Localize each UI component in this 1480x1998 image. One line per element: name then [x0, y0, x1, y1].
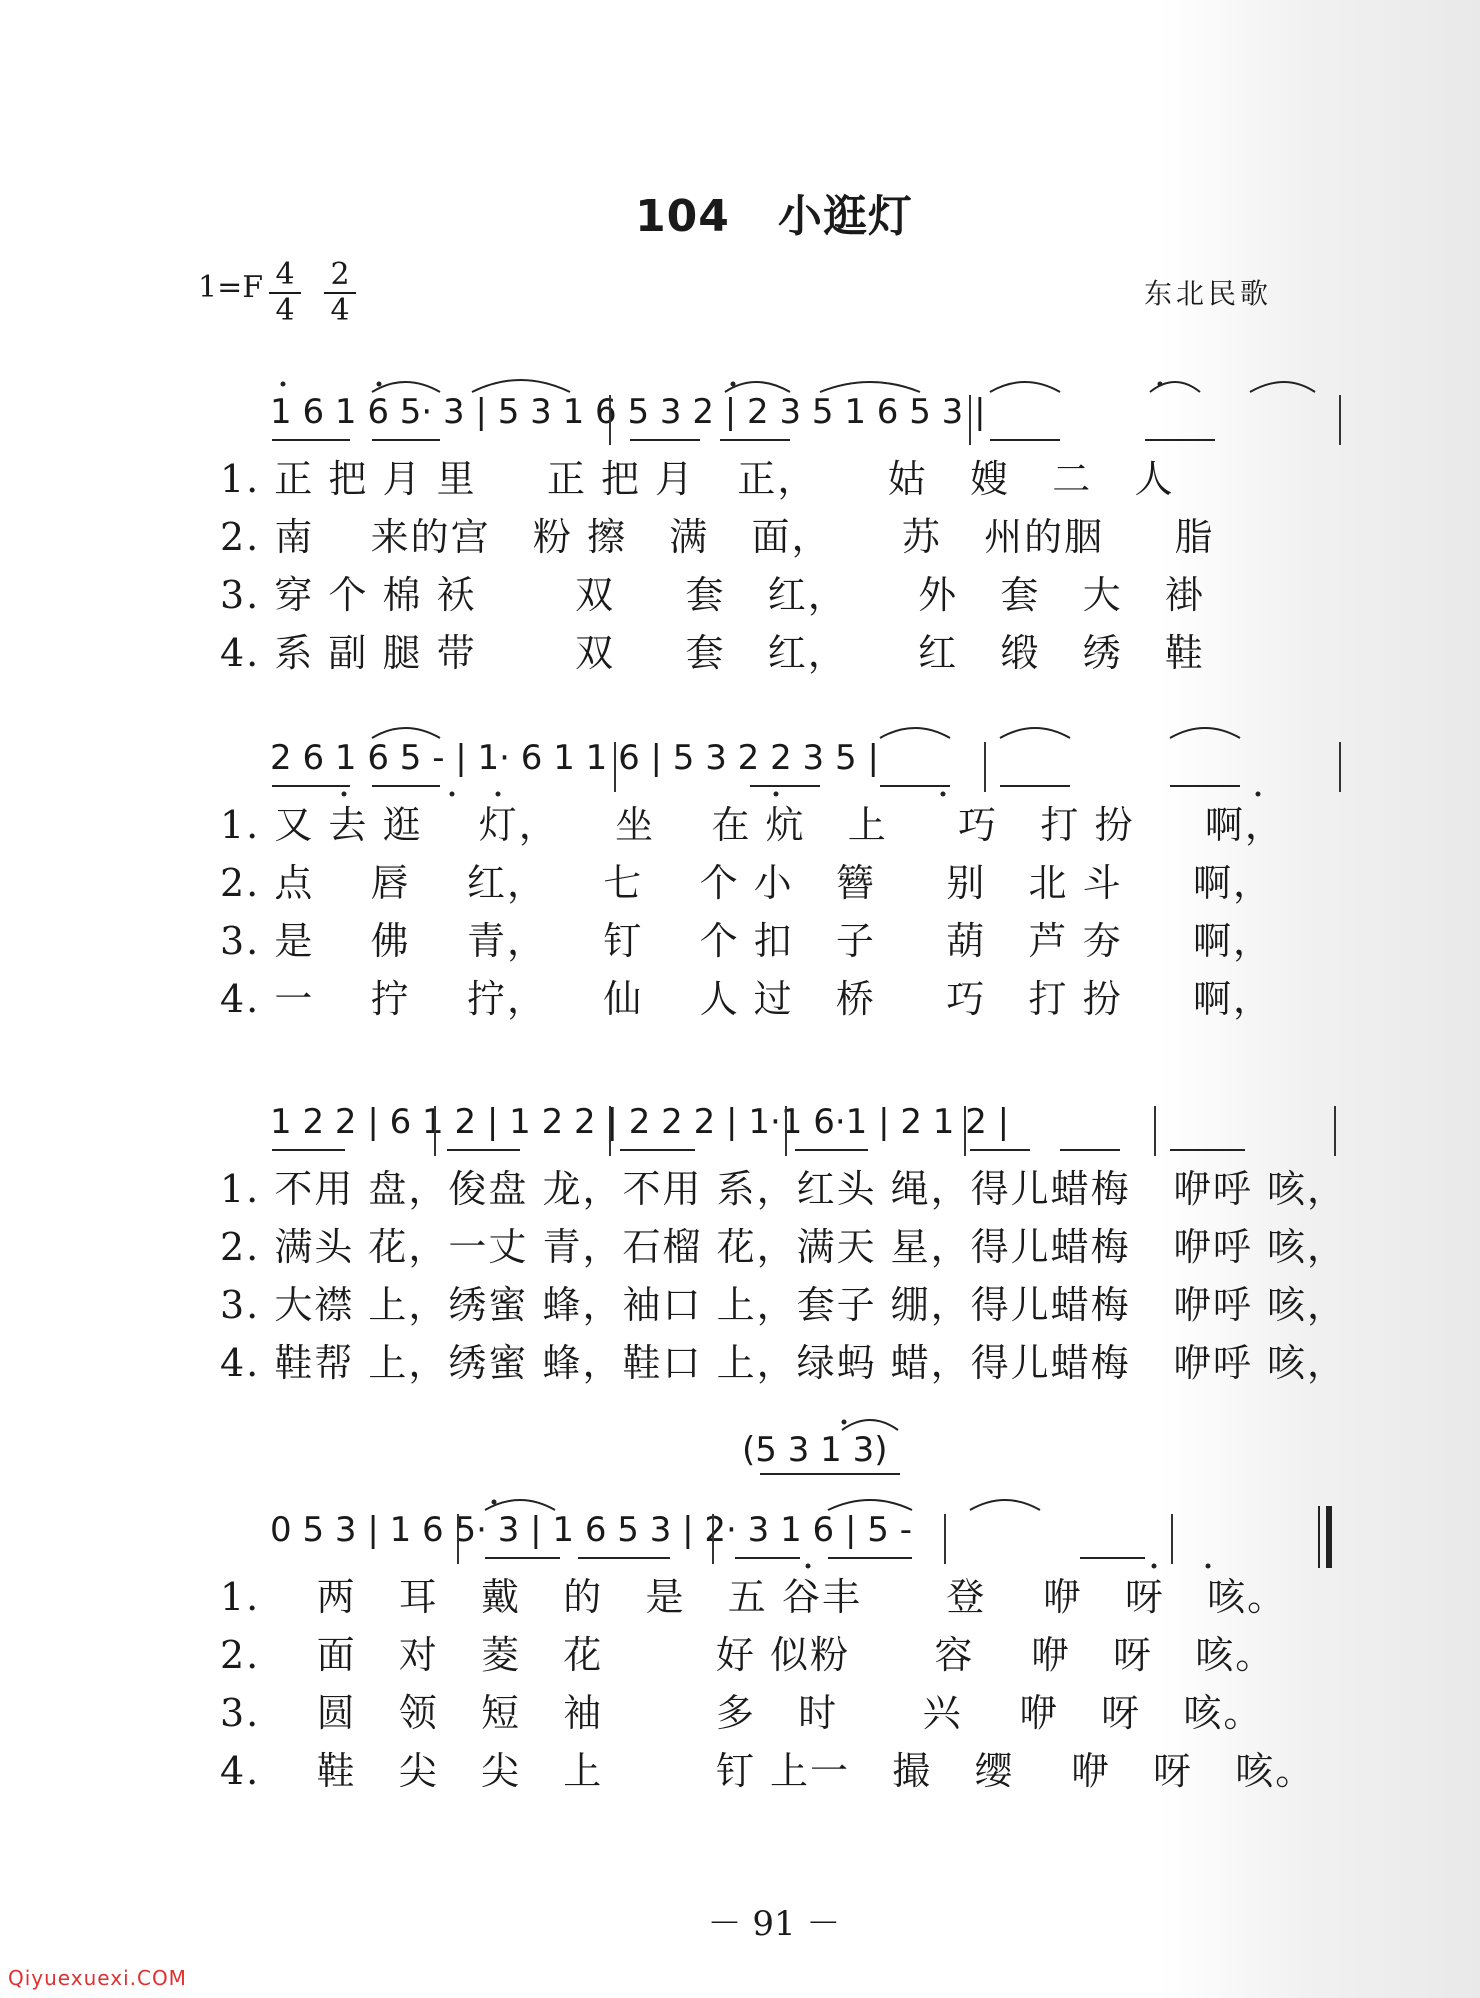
- notes-line-1: 1 6 1 6 5· 3 | 5 3 1 6 5 3 2 | 2 3 5 1 6 5 3 |: [270, 392, 986, 432]
- lyric-line-2-verse-2: 2. 点 唇 红， 七 个 小 簪 别 北 斗 啊，: [220, 861, 1274, 905]
- lyric-line-1-verse-1: 1. 正 把 月 里 正 把 月 正， 姑 嫂 二 人: [220, 457, 1175, 501]
- lyric-line-4-verse-3: 3. 圆 领 短 袖 多 时 兴 咿 呀 咳。: [220, 1691, 1264, 1735]
- lyric-line-3-verse-1: 1. 不用 盘，俊盘 龙，不用 系，红头 绳，得儿蜡梅 咿呼 咳，: [220, 1167, 1347, 1211]
- lyric-line-2-verse-3: 3. 是 佛 青， 钉 个 扣 子 葫 芦 夯 啊，: [220, 919, 1274, 963]
- lyric-line-1-verse-2: 2. 南 来的宫 粉 擦 满 面， 苏 州的胭 脂: [220, 515, 1215, 559]
- song-name: 小逛灯: [777, 191, 913, 242]
- lyric-line-3-verse-2: 2. 满头 花，一丈 青，石榴 花，满天 星，得儿蜡梅 咿呼 咳，: [220, 1225, 1347, 1269]
- lyric-line-2-verse-4: 4. 一 拧 拧， 仙 人 过 桥 巧 打 扮 啊，: [220, 977, 1274, 1021]
- time-signature-2: 2 4: [320, 258, 360, 328]
- lyric-line-1-verse-4: 4. 系 副 腿 带 双 套 红， 红 缎 绣 鞋: [220, 631, 1205, 675]
- lyric-line-4-verse-1: 1. 两 耳 戴 的 是 五 谷丰 登 咿 呀 咳。: [220, 1575, 1288, 1619]
- lyric-line-4-verse-4: 4. 鞋 尖 尖 上 钉 上一 撮 缨 咿 呀 咳。: [220, 1749, 1316, 1793]
- lyric-line-1-verse-3: 3. 穿 个 棉 袄 双 套 红， 外 套 大 褂: [220, 573, 1205, 617]
- page-number: － 91 －: [707, 1904, 841, 1944]
- notes-line-4: 0 5 3 | 1 6 5· 3 | 1 6 5 3 | 2· 3 1 6 | 5 -: [270, 1510, 912, 1550]
- intro-phrase: (5 3 1 3): [742, 1430, 888, 1470]
- song-number: 104: [635, 191, 730, 242]
- lyric-line-3-verse-3: 3. 大襟 上，绣蜜 蜂，袖口 上，套子 绷，得儿蜡梅 咿呼 咳，: [220, 1283, 1347, 1327]
- notes-line-3: 1 2 2 | 6 1 2 | 1 2 2 | 2 2 2 | 1·1 6·1 | 2 1 2 |: [270, 1102, 1010, 1142]
- key-signature: 1=F: [198, 270, 264, 305]
- lyric-line-4-verse-2: 2. 面 对 菱 花 好 似粉 容 咿 呀 咳。: [220, 1633, 1276, 1677]
- site-watermark: Qiyuexuexi.COM: [8, 1966, 187, 1990]
- lyric-line-3-verse-4: 4. 鞋帮 上，绣蜜 蜂，鞋口 上，绿蚂 蜡，得儿蜡梅 咿呼 咳，: [220, 1341, 1347, 1385]
- lyric-line-2-verse-1: 1. 又 去 逛 灯， 坐 在 炕 上 巧 打 扮 啊，: [220, 803, 1285, 847]
- song-origin: 东北民歌: [1143, 277, 1272, 310]
- time-signature-1: 4 4: [265, 258, 305, 328]
- notes-line-2: 2 6 1 6 5 - | 1· 6 1 1 6 | 5 3 2 2 3 5 |: [270, 738, 879, 778]
